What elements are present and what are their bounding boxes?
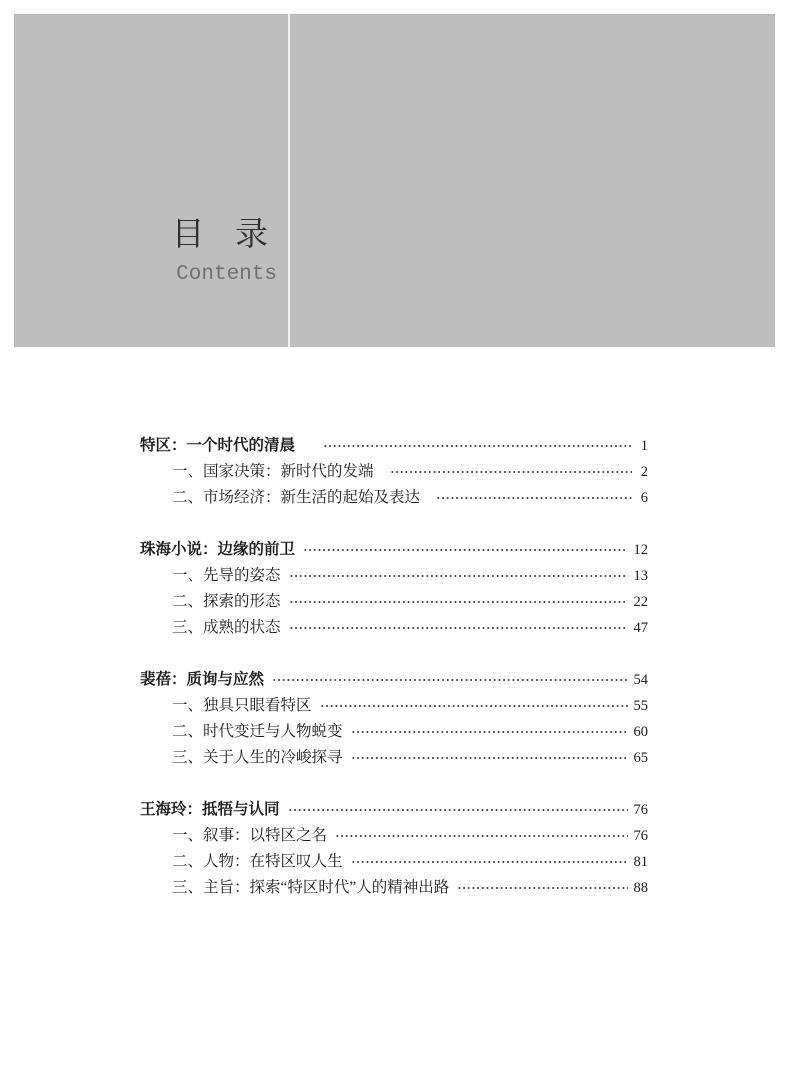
toc-entry-label: 一、叙事：以特区之名 [172, 827, 328, 844]
toc-entry [140, 719, 648, 745]
toc-section [140, 667, 648, 771]
page-number: 60 [633, 724, 648, 740]
toc-heading-label: 珠海小说：边缘的前卫 [140, 541, 296, 558]
page-number: 22 [633, 594, 648, 610]
page-number: 6 [640, 490, 648, 506]
banner-right-panel [290, 14, 775, 347]
dot-leader [457, 885, 627, 891]
page-number: 55 [633, 698, 648, 714]
toc-entry [140, 875, 648, 901]
page-number: 1 [640, 438, 648, 454]
page-number: 12 [633, 542, 648, 558]
toc-heading-label: 特区：一个时代的清晨 [140, 437, 296, 454]
dot-leader [335, 833, 627, 839]
toc-entry-label: 一、国家决策：新时代的发端 [172, 463, 374, 480]
banner-left-panel [14, 14, 288, 347]
dot-leader [289, 599, 628, 605]
toc-entry-label: 二、市场经济：新生活的起始及表达 [172, 489, 421, 506]
header-banner [14, 14, 775, 347]
toc-entry [140, 589, 648, 615]
toc-section [140, 797, 648, 901]
toc-entry-label: 二、探索的形态 [172, 593, 281, 610]
page-number: 13 [633, 568, 648, 584]
page-number: 88 [633, 880, 648, 896]
toc-heading-label: 王海玲：抵牾与认同 [140, 801, 280, 818]
toc-section-heading [140, 433, 648, 459]
dot-leader [288, 807, 628, 813]
toc-section [140, 433, 648, 511]
toc-entry-label: 二、时代变迁与人物蜕变 [172, 723, 343, 740]
page-title: 目 录 [171, 214, 268, 253]
toc-entry-label: 三、主旨：探索“特区时代”人的精神出路 [172, 879, 450, 896]
dot-leader [390, 469, 632, 475]
toc-entry-label: 一、独具只眼看特区 [172, 697, 312, 714]
dot-leader [351, 755, 628, 761]
toc-section-heading [140, 797, 648, 823]
toc-entry [140, 849, 648, 875]
dot-leader [289, 573, 628, 579]
toc-entry-label: 一、先导的姿态 [172, 567, 281, 584]
page-number: 81 [633, 854, 648, 870]
dot-leader [351, 729, 628, 735]
toc-section [140, 537, 648, 641]
toc-entry [140, 563, 648, 589]
page-number: 76 [633, 802, 648, 818]
table-of-contents [140, 433, 648, 901]
dot-leader [320, 703, 628, 709]
toc-entry [140, 693, 648, 719]
page-number: 54 [633, 672, 648, 688]
toc-entry-label: 二、人物：在特区叹人生 [172, 853, 343, 870]
toc-entry [140, 485, 648, 511]
toc-entry [140, 459, 648, 485]
toc-entry [140, 615, 648, 641]
toc-section-heading [140, 667, 648, 693]
page-subtitle: Contents [176, 263, 277, 286]
dot-leader [436, 495, 632, 501]
dot-leader [289, 625, 628, 631]
toc-section-heading [140, 537, 648, 563]
toc-entry-label: 三、关于人生的冷峻探寻 [172, 749, 343, 766]
page-number: 47 [633, 620, 648, 636]
page-number: 76 [633, 828, 648, 844]
toc-heading-label: 裴蓓：质询与应然 [140, 671, 265, 688]
page-number: 65 [633, 750, 648, 766]
dot-leader [351, 859, 628, 865]
dot-leader [272, 677, 627, 683]
page-number: 2 [640, 464, 648, 480]
toc-entry [140, 823, 648, 849]
toc-entry-label: 三、成熟的状态 [172, 619, 281, 636]
dot-leader [323, 443, 632, 449]
dot-leader [303, 547, 627, 553]
toc-entry [140, 745, 648, 771]
